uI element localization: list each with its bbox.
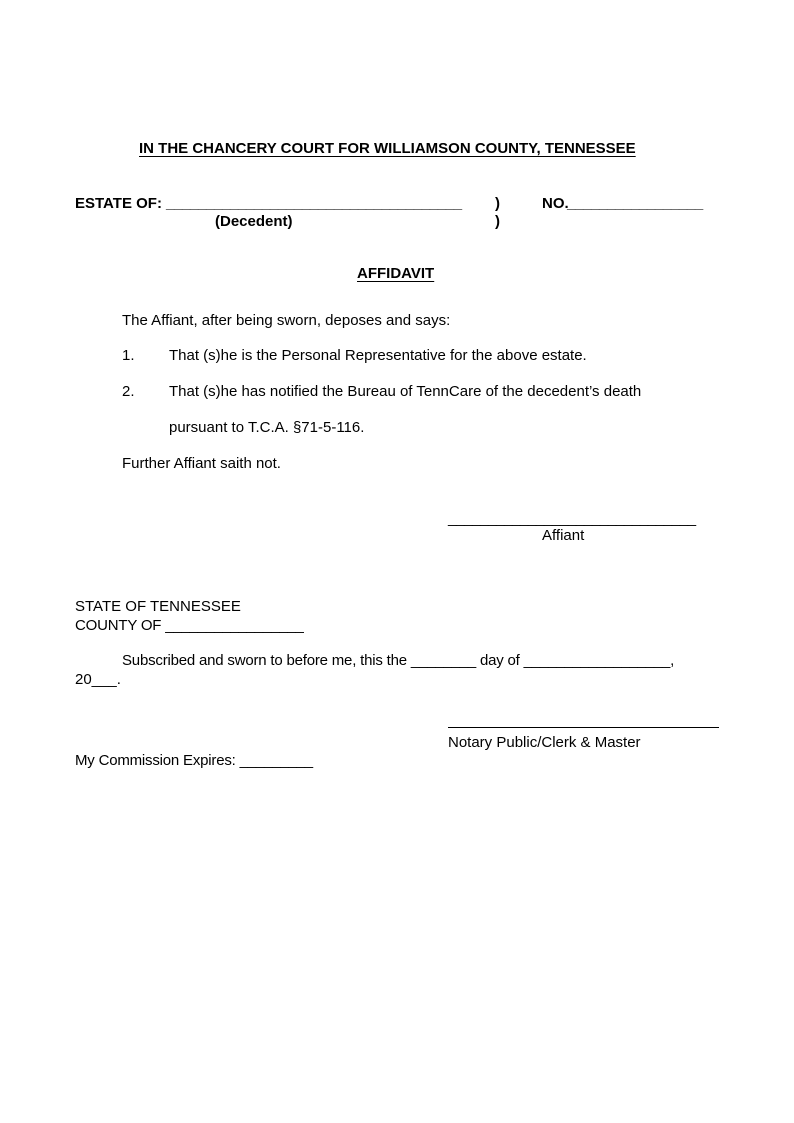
case-number-blank: _________________ <box>567 195 703 212</box>
decedent-label: (Decedent) <box>215 213 293 230</box>
document-title: AFFIDAVIT <box>357 265 435 282</box>
closing-statement: Further Affiant saith not. <box>122 455 281 472</box>
caption-paren-2: ) <box>495 213 500 230</box>
item-2-text: That (s)he has notified the Bureau of TennCare of the decedent’s death <box>169 383 642 400</box>
court-title: IN THE CHANCERY COURT FOR WILLIAMSON COUNTY, TENNESSEE <box>139 140 636 157</box>
year-line: 20___. <box>75 671 121 688</box>
notary-signature-label: Notary Public/Clerk & Master <box>448 734 641 751</box>
item-2-text-continued: pursuant to T.C.A. §71-5-116. <box>169 419 365 436</box>
estate-name-blank: _____________________________________ <box>166 195 462 212</box>
case-number-label: NO. <box>542 195 569 212</box>
item-2-number: 2. <box>122 383 135 400</box>
item-1-text: That (s)he is the Personal Representative for the above estate. <box>169 347 587 364</box>
intro-paragraph: The Affiant, after being sworn, deposes and says: <box>122 312 451 329</box>
item-1-number: 1. <box>122 347 135 364</box>
state-of-tennessee: STATE OF TENNESSEE <box>75 598 241 615</box>
notary-signature-line <box>448 727 719 728</box>
affiant-signature-line: _______________________________ <box>448 510 696 527</box>
estate-label: ESTATE OF: <box>75 195 162 212</box>
county-of-line: COUNTY OF _________________ <box>75 617 304 634</box>
commission-expires: My Commission Expires: _________ <box>75 752 313 769</box>
subscribed-sworn-line: Subscribed and sworn to before me, this the ________ day of __________________, <box>122 652 675 669</box>
affiant-label: Affiant <box>542 527 585 544</box>
caption-paren-1: ) <box>495 195 500 212</box>
